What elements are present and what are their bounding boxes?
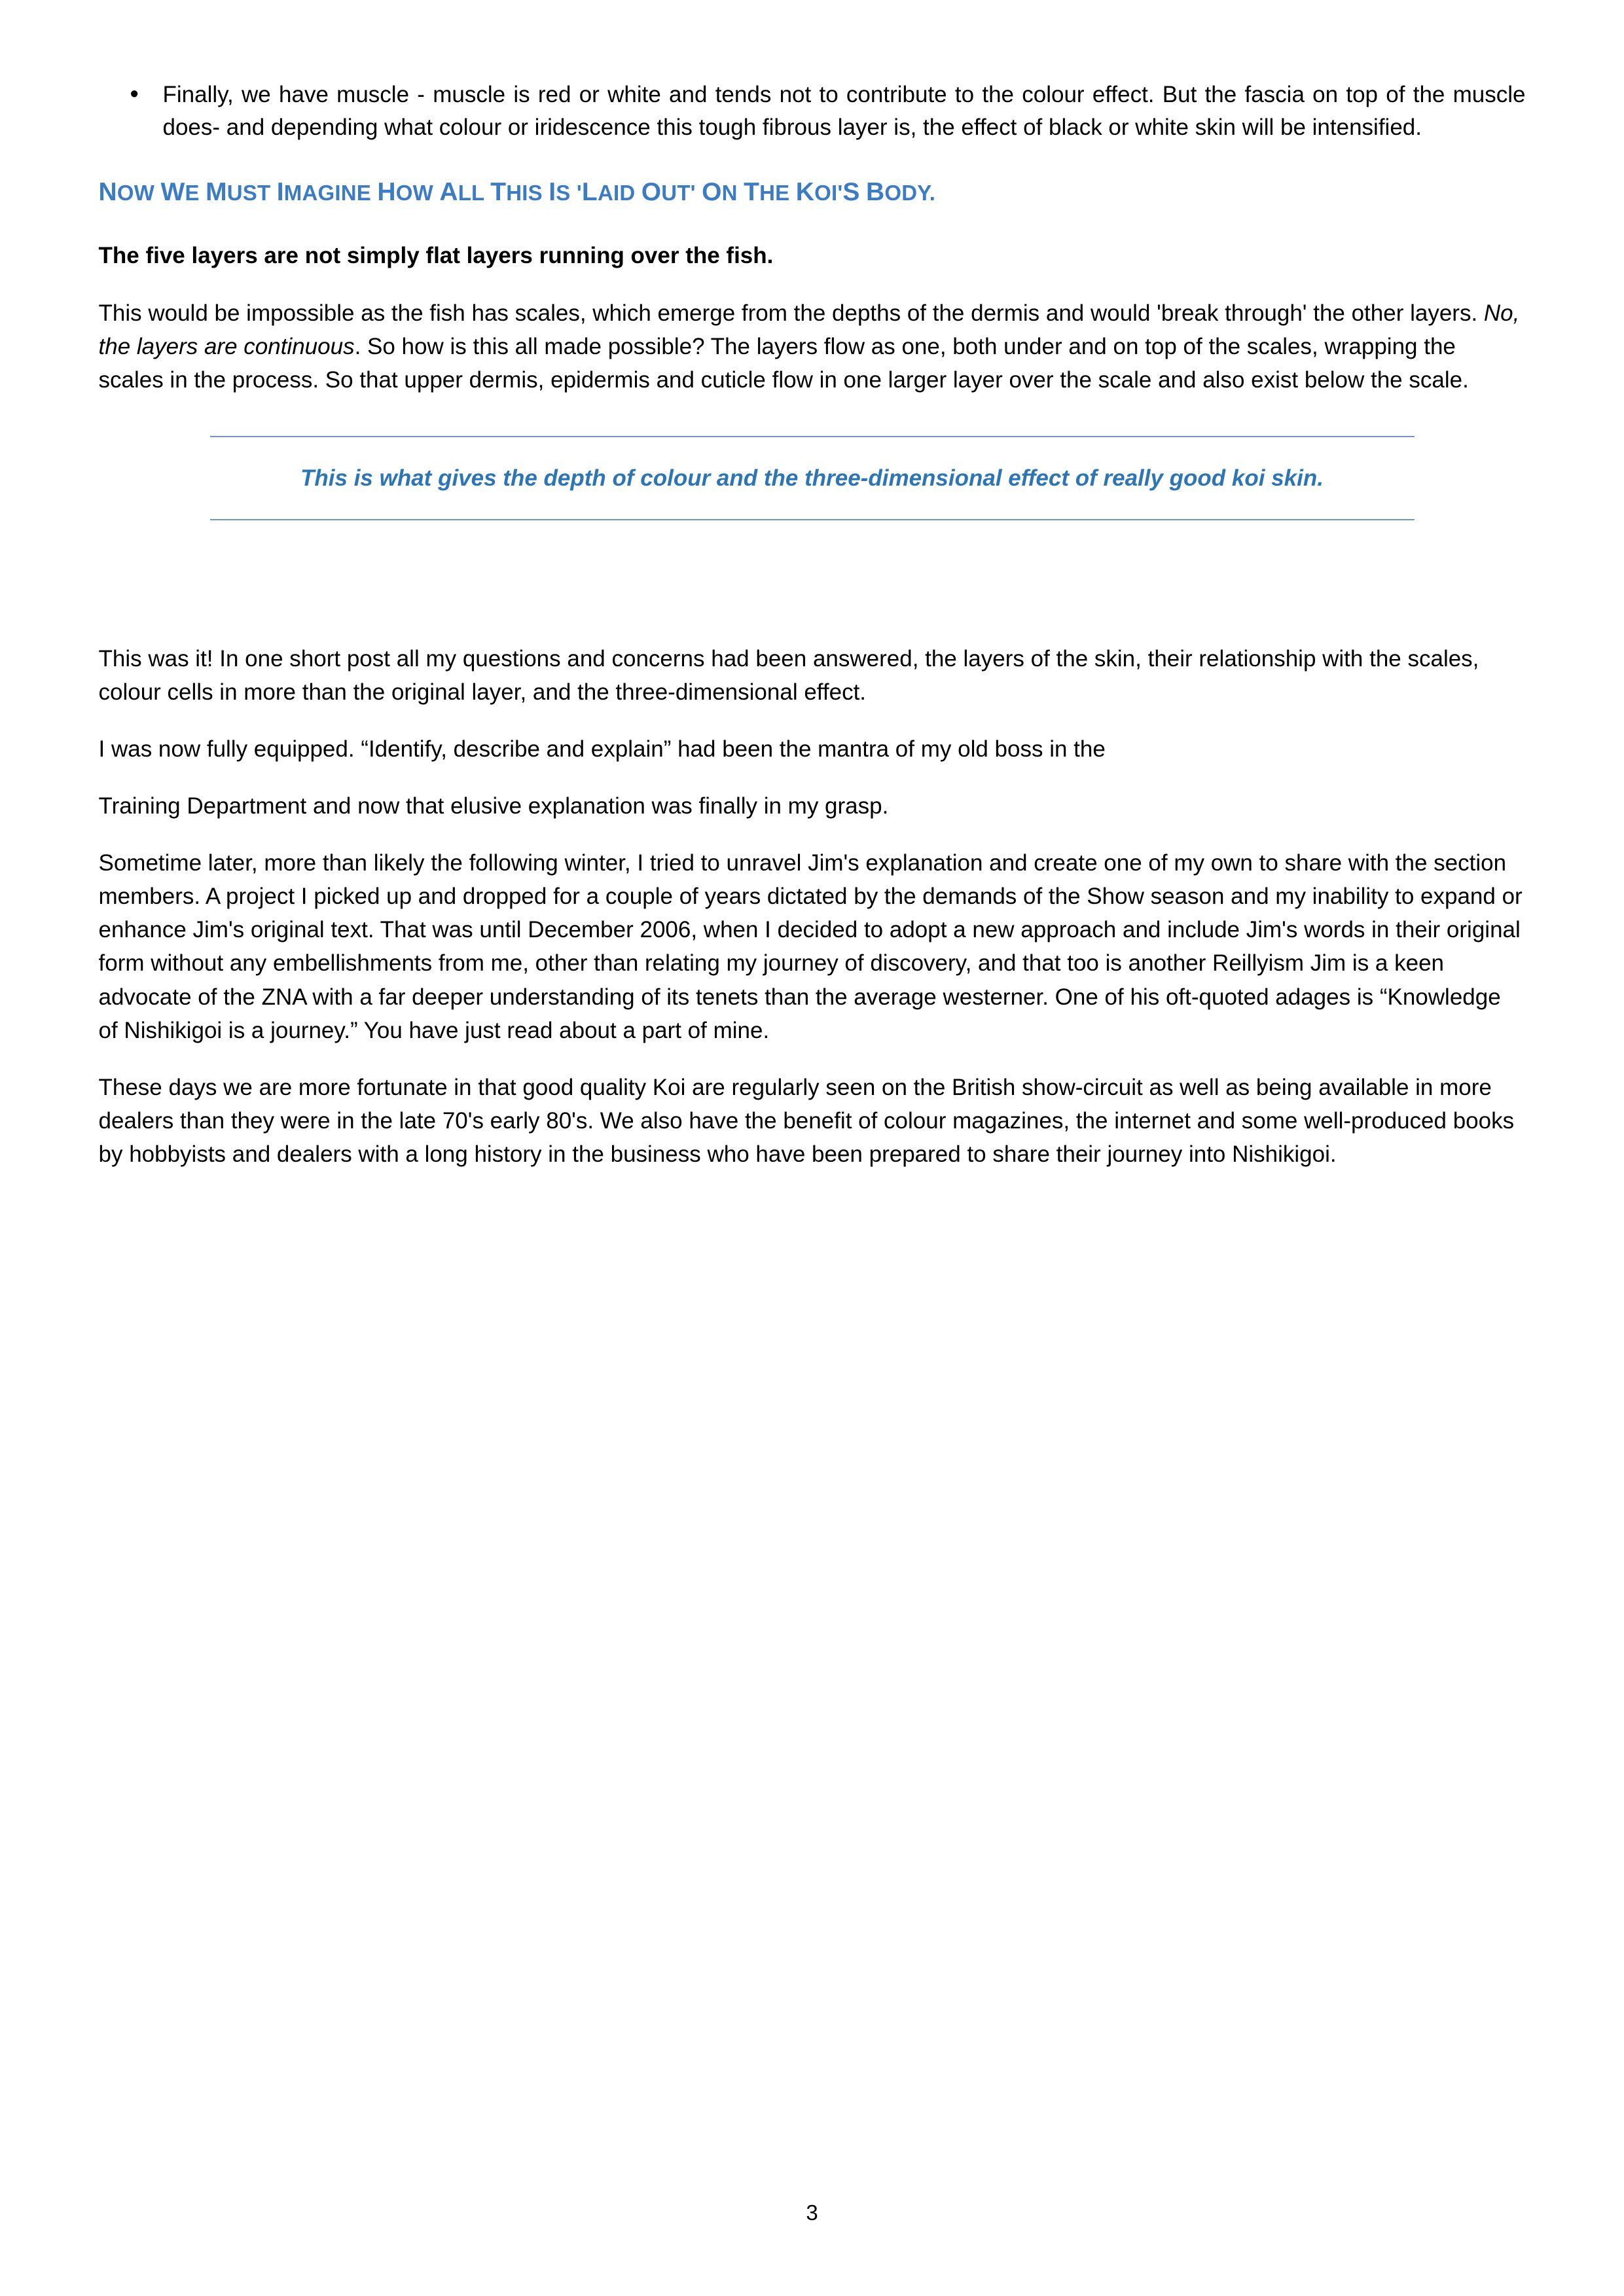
section-heading <box>99 175 1526 211</box>
paragraph-sometime-later: Sometime later, more than likely the following winter, I tried to unravel Jim's explanation and create one of my own to share with the section members. A project I picked up and dropped for a couple of years dictated by the demands of the Show season and my inability to expand or enhance Jim's original text. That was until December 2006, when I decided to adopt a new approach and include Jim's words in their original form without any embellishments from me, other than relating my journey of discovery, and that too is another Reillyism Jim is a keen advocate of the ZNA with a far deeper understanding of its tenets than the average westerner. One of his oft-quoted adages is “Knowledge of Nishikigoi is a journey.” You have just read about a part of mine. <box>98 850 1523 1043</box>
paragraph-fully-equipped: I was now fully equipped. “Identify, describe and explain” had been the mantra of my old boss in the <box>98 736 1106 762</box>
paragraph-scales-part1: This would be impossible as the fish has scales, which emerge from the depths of the dermis and would 'break through' the other layers. <box>98 300 1484 326</box>
paragraph-training-department: Training Department and now that elusive explanation was finally in my grasp. <box>98 793 889 819</box>
pull-quote-text: This is what gives the depth of colour and the three-dimensional effect of really good koi skin. <box>300 465 1324 491</box>
section-heading-text: NOW WE MUST IMAGINE HOW ALL THIS IS 'LAID OUT' ON THE KOI'S BODY. <box>98 178 936 207</box>
page-number: 3 <box>806 2200 818 2225</box>
bullet-list <box>99 79 1526 143</box>
spacer <box>99 520 1526 619</box>
paragraph-this-was-it: This was it! In one short post all my questions and concerns had been answered, the layers of the skin, their relationship with the scales, colour cells in more than the original layer, and the three-dimensional effect. <box>98 645 1479 705</box>
paragraph-these-days: These days we are more fortunate in that good quality Koi are regularly seen on the British show-circuit as well as being available in more dealers than they were in the late 70's early 80's. We also have the benefit of colour magazines, the internet and some well-produced books by hobbyists and dealers with a long history in the business who have been prepared to share their journey into Nishikigoi. <box>98 1074 1515 1167</box>
paragraph-scales <box>99 296 1526 397</box>
pull-quote-block <box>210 436 1415 520</box>
list-item: • Finally, we have muscle - muscle is red or white and tends not to contribute to the colour effect. But the fascia on top of the muscle does- and depending what colour or iridescence this tough fibrous layer is, the effect of black or white skin will be intensified. <box>99 79 1526 143</box>
subheading-five-layers: The five layers are not simply flat layers running over the fish. <box>98 242 774 268</box>
page-content <box>99 79 1526 1171</box>
paragraph-scales-part2: . So how is this all made possible? The layers flow as one, both under and on top of the scales, wrapping the scales in the process. So that upper dermis, epidermis and cuticle flow in one larger layer over the scale and also exist below the scale. <box>98 333 1469 393</box>
paragraph-scales-italic: No, the layers are continuous <box>98 300 1520 359</box>
